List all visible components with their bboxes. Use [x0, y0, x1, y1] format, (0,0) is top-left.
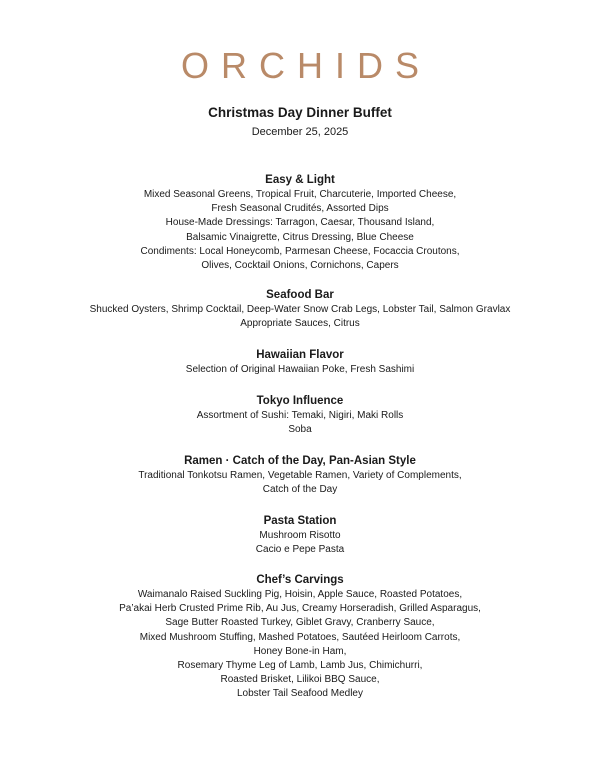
section-easy-light	[0, 173, 600, 273]
menu-line: Olives, Cocktail Onions, Cornichons, Capers	[201, 260, 399, 272]
menu-line: Honey Bone-in Ham,	[253, 645, 347, 657]
section-title: Easy & Light	[265, 174, 335, 186]
menu-line: Cacio e Pepe Pasta	[255, 544, 345, 556]
menu-line: Catch of the Day	[262, 484, 338, 496]
menu-line: Selection of Original Hawaiian Poke, Fresh Sashimi	[185, 364, 415, 375]
section-hawaiian-flavor	[0, 348, 600, 377]
menu-line: Roasted Brisket, Lilikoi BBQ Sauce,	[220, 674, 380, 686]
section-tokyo-influence	[0, 394, 600, 437]
menu-line: Mixed Seasonal Greens, Tropical Fruit, Charcuterie, Imported Cheese,	[143, 189, 457, 200]
section-pasta-station	[0, 514, 600, 557]
menu-line: Lobster Tail Seafood Medley	[236, 688, 363, 700]
section-title: Hawaiian Flavor	[256, 349, 344, 361]
menu-line: Shucked Oysters, Shrimp Cocktail, Deep-Water Snow Crab Legs, Lobster Tail, Salmon Gravlax	[89, 304, 511, 315]
menu-line: Assortment of Sushi: Temaki, Nigiri, Maki Rolls	[196, 410, 404, 421]
section-seafood-bar	[0, 288, 600, 331]
section-ramen	[0, 454, 600, 497]
section-title: Seafood Bar	[266, 289, 334, 301]
menu-title: Christmas Day Dinner Buffet	[208, 105, 392, 120]
menu-line: Rosemary Thyme Leg of Lamb, Lamb Jus, Chimichurri,	[177, 660, 423, 672]
section-chefs-carvings	[0, 573, 600, 702]
menu-line: Appropriate Sauces, Citrus	[240, 318, 360, 330]
section-title: Ramen · Catch of the Day, Pan-Asian Style	[184, 455, 416, 467]
section-title: Pasta Station	[263, 515, 337, 527]
menu-line: Sage Butter Roasted Turkey, Giblet Gravy, Cranberry Sauce,	[165, 617, 435, 629]
menu-line: Waimanalo Raised Suckling Pig, Hoisin, Apple Sauce, Roasted Potatoes,	[137, 589, 463, 600]
menu-line: Soba	[288, 424, 312, 436]
menu-line: Pa’akai Herb Crusted Prime Rib, Au Jus, Creamy Horseradish, Grilled Asparagus,	[119, 603, 481, 615]
menu-line: Mixed Mushroom Stuffing, Mashed Potatoes, Sautéed Heirloom Carrots,	[139, 631, 461, 643]
menu-line: Mushroom Risotto	[259, 530, 341, 541]
menu-line: Traditional Tonkotsu Ramen, Vegetable Ramen, Variety of Complements,	[138, 470, 462, 481]
menu-date: December 25, 2025	[251, 126, 349, 138]
brand-logo: ORCHIDS	[180, 45, 431, 86]
section-title: Tokyo Influence	[256, 395, 344, 407]
menu-line: House-Made Dressings: Tarragon, Caesar, Thousand Island,	[165, 217, 435, 229]
menu-line: Fresh Seasonal Crudités, Assorted Dips	[211, 203, 389, 215]
menu-line: Balsamic Vinaigrette, Citrus Dressing, Blue Cheese	[186, 231, 414, 243]
section-title: Chef’s Carvings	[256, 574, 344, 586]
menu-line: Condiments: Local Honeycomb, Parmesan Cheese, Focaccia Croutons,	[140, 245, 460, 257]
